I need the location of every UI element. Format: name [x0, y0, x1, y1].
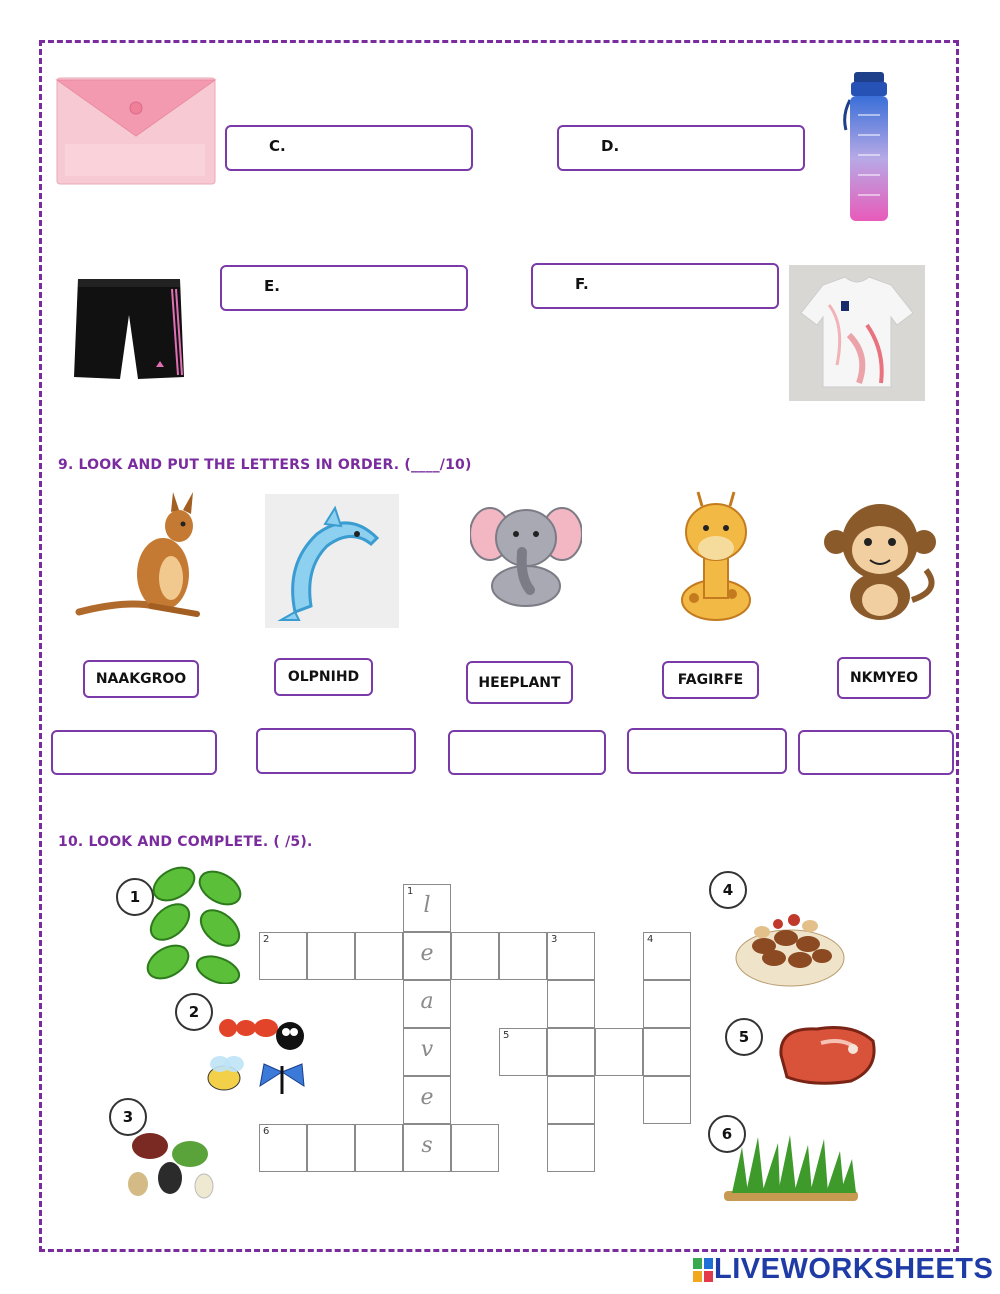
crossword-cell[interactable]: [643, 932, 691, 980]
crossword-given-letter: e: [420, 1085, 434, 1110]
unscramble-input-5[interactable]: [800, 732, 952, 773]
crossword-cell[interactable]: [451, 932, 499, 980]
crossword-cell[interactable]: [547, 1124, 595, 1172]
crossword-cell-number: 4: [647, 934, 654, 945]
answer-input-f[interactable]: [603, 271, 769, 301]
scrambled-word-4: FAGIRFE: [662, 661, 759, 699]
crossword-cell[interactable]: [355, 1124, 403, 1172]
crossword-given-letter: v: [420, 1037, 434, 1062]
crossword-cell[interactable]: [307, 932, 355, 980]
answer-box-c: [225, 125, 473, 171]
crossword-cell[interactable]: [643, 1076, 691, 1124]
answer-input-c[interactable]: [297, 133, 463, 163]
crossword-cell[interactable]: [643, 1028, 691, 1076]
scrambled-word-3: HEEPLANT: [466, 661, 573, 704]
crossword-cell-number: 1: [407, 886, 414, 897]
unscramble-input-2[interactable]: [258, 730, 414, 772]
crossword-cell[interactable]: [259, 1124, 307, 1172]
dolphin-icon: [265, 494, 399, 628]
white-jersey-icon: [789, 265, 925, 401]
crossword-cell[interactable]: [595, 1028, 643, 1076]
crossword-cell: [403, 1076, 451, 1124]
liveworksheets-brand-text: LIVEWORKSHEETS: [714, 1253, 994, 1285]
crossword-cell[interactable]: [307, 1124, 355, 1172]
crossword-cell: [403, 932, 451, 980]
black-shorts-icon: [72, 275, 187, 383]
answer-input-e[interactable]: [292, 273, 458, 303]
unscramble-answer-1: [51, 730, 217, 775]
unscramble-answer-2: [256, 728, 416, 774]
answer-box-e: [220, 265, 468, 311]
scrambled-word-1: NAAKGROO: [83, 660, 199, 698]
clue-number-5: 5: [725, 1018, 763, 1056]
liveworksheets-logo: [692, 1253, 993, 1286]
crossword-cell-number: 2: [263, 934, 270, 945]
clue-number-6: 6: [708, 1115, 746, 1153]
answer-box-f: [531, 263, 779, 309]
answer-input-d[interactable]: [629, 133, 795, 163]
crossword-given-letter: s: [421, 1133, 433, 1158]
crossword-cell[interactable]: [547, 1028, 595, 1076]
scrambled-word-2: OLPNIHD: [274, 658, 373, 696]
monkey-icon: [822, 500, 942, 624]
meat-icon: [773, 1019, 881, 1089]
crossword-cell-number: 3: [551, 934, 558, 945]
crossword-cell[interactable]: [547, 1076, 595, 1124]
unscramble-input-3[interactable]: [450, 732, 604, 773]
crossword-cell: [403, 884, 451, 932]
crossword-cell[interactable]: [451, 1124, 499, 1172]
unscramble-answer-5: [798, 730, 954, 775]
answer-label-f: F.: [575, 275, 589, 293]
liveworksheets-logo-icon: [692, 1256, 714, 1284]
giraffe-icon: [672, 488, 760, 624]
crossword-given-letter: l: [423, 893, 431, 918]
unscramble-input-1[interactable]: [53, 732, 215, 773]
answer-label-c: C.: [269, 137, 286, 155]
leaves-icon: [146, 862, 246, 984]
unscramble-input-4[interactable]: [629, 730, 785, 772]
clue-number-1: 1: [116, 878, 154, 916]
pink-envelope-folder-icon: [55, 74, 217, 188]
crossword-cell[interactable]: [499, 932, 547, 980]
section10-heading: 10. LOOK AND COMPLETE. ( /5).: [58, 834, 313, 850]
elephant-icon: [470, 494, 582, 608]
unscramble-answer-3: [448, 730, 606, 775]
crossword-cell-number: 5: [503, 1030, 510, 1041]
clue-number-2: 2: [175, 993, 213, 1031]
kangaroo-icon: [75, 490, 203, 622]
unscramble-answer-4: [627, 728, 787, 774]
crossword-cell[interactable]: [547, 980, 595, 1028]
section9-heading: 9. LOOK AND PUT THE LETTERS IN ORDER. (____/10): [58, 457, 472, 473]
crossword-cell[interactable]: [259, 932, 307, 980]
clue-number-4: 4: [709, 871, 747, 909]
seeds-icon: [120, 1122, 216, 1204]
crossword-cell: [403, 1028, 451, 1076]
crossword-given-letter: a: [420, 989, 434, 1014]
answer-box-d: [557, 125, 805, 171]
crossword-cell[interactable]: [547, 932, 595, 980]
water-bottle-icon: [838, 70, 896, 225]
answer-label-d: D.: [601, 137, 620, 155]
crossword-cell[interactable]: [499, 1028, 547, 1076]
clue-number-3: 3: [109, 1098, 147, 1136]
crossword-cell: [403, 1124, 451, 1172]
scrambled-word-5: NKMYEO: [837, 657, 931, 699]
grass-icon: [722, 1133, 860, 1203]
crossword-given-letter: e: [420, 941, 434, 966]
crossword-cell: [403, 980, 451, 1028]
crossword-cell[interactable]: [355, 932, 403, 980]
crossword-cell-number: 6: [263, 1126, 270, 1137]
crossword-cell[interactable]: [643, 980, 691, 1028]
insects-icon: [198, 994, 313, 1110]
answer-label-e: E.: [264, 277, 280, 295]
nuts-icon: [734, 898, 846, 990]
